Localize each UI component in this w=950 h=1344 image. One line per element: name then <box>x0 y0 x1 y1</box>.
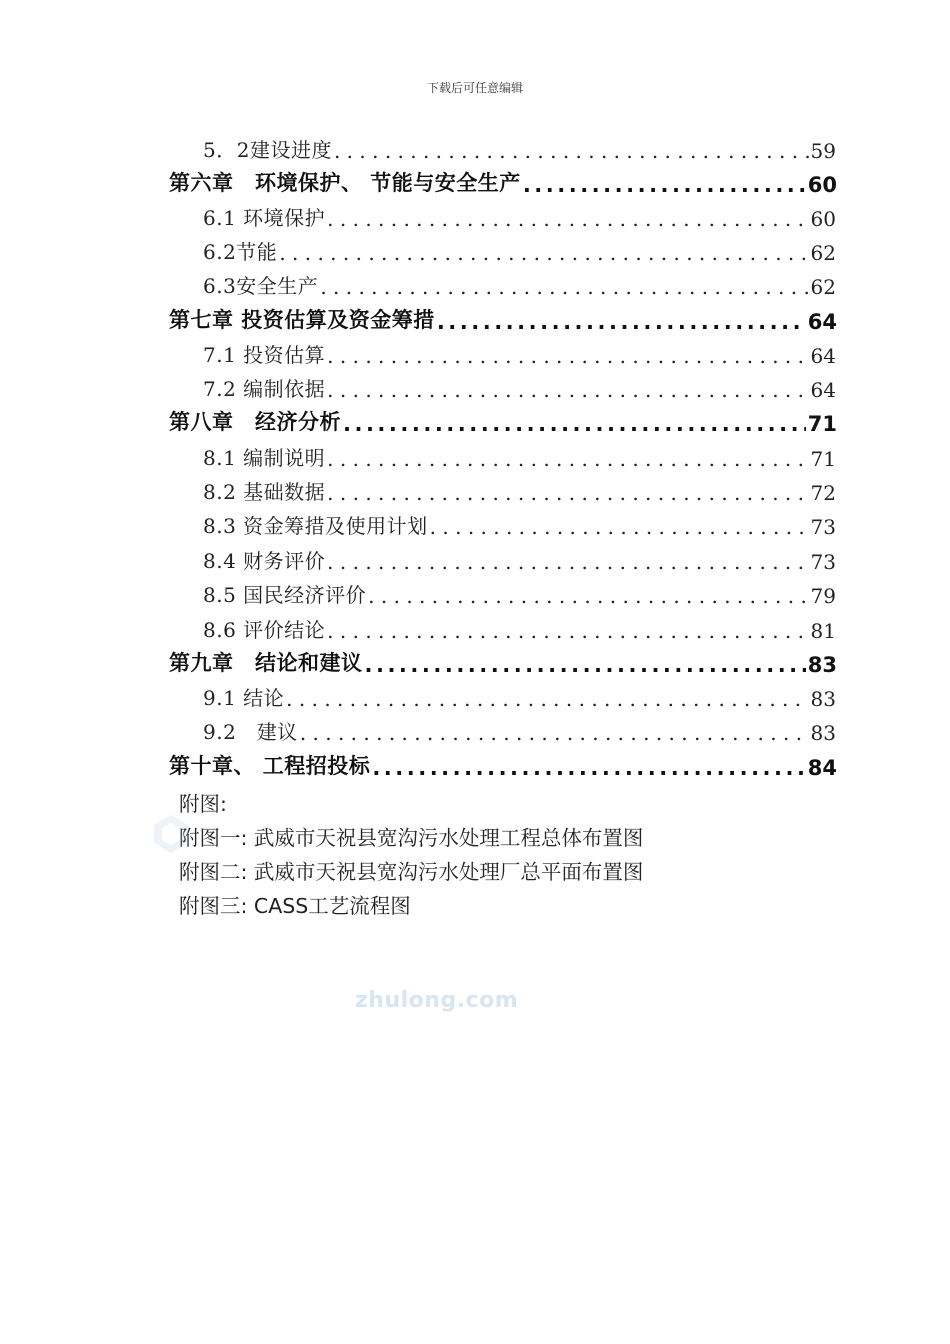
toc-entry-page: 83 <box>810 687 836 711</box>
toc-leader-dots <box>327 621 808 643</box>
toc-leader-dots <box>372 758 805 780</box>
toc-entry[interactable] <box>203 231 836 265</box>
toc-entry-title: 9.1 结论 <box>203 686 285 710</box>
toc-entry[interactable] <box>203 677 836 711</box>
toc-chapter-title: 第八章 经济分析 <box>169 410 341 434</box>
toc-leader-dots <box>368 586 808 608</box>
toc-leader-dots <box>365 655 806 677</box>
toc-leader-dots <box>320 277 808 299</box>
toc-entry-title: 8.4 财务评价 <box>203 549 326 573</box>
toc-entry[interactable] <box>203 574 836 608</box>
toc-leader-dots <box>327 346 808 368</box>
toc-entry[interactable] <box>203 437 836 471</box>
appendix-item[interactable]: 附图二: 武威市天祝县宽沟污水处理厂总平面布置图 <box>179 860 644 884</box>
toc-entry-title: 5．2建设进度 <box>203 138 332 162</box>
toc-entry-page: 62 <box>810 275 836 299</box>
toc-entry-page: 72 <box>810 481 836 505</box>
toc-leader-dots <box>300 723 809 745</box>
toc-entry[interactable] <box>203 265 836 299</box>
page-header: 下载后可任意编辑 <box>426 81 523 95</box>
toc-entry-title: 6.3安全生产 <box>203 274 319 298</box>
toc-leader-dots <box>343 414 806 436</box>
toc-leader-dots <box>286 689 808 711</box>
toc-entry-title: 7.2 编制依据 <box>203 377 326 401</box>
appendix-item[interactable]: 附图三: CASS工艺流程图 <box>179 894 411 918</box>
toc-entry[interactable] <box>203 505 836 539</box>
toc-entry[interactable] <box>203 334 836 368</box>
toc-entry-title: 8.1 编制说明 <box>203 446 326 470</box>
toc-chapter-page: 71 <box>807 412 837 436</box>
toc-entry-page: 73 <box>810 550 836 574</box>
toc-leader-dots <box>327 552 808 574</box>
toc-entry-page: 79 <box>810 584 836 608</box>
toc-chapter-page: 84 <box>807 756 837 780</box>
toc-entry-page: 71 <box>810 447 836 471</box>
toc-entry-page: 62 <box>810 241 836 265</box>
toc-entry-title: 8.6 评价结论 <box>203 618 326 642</box>
toc-entry[interactable] <box>203 711 836 745</box>
toc-chapter[interactable] <box>169 402 837 436</box>
toc-entry[interactable] <box>203 368 836 402</box>
toc-entry-title: 6.2节能 <box>203 240 278 264</box>
toc-entry-title: 6.1 环境保护 <box>203 206 326 230</box>
toc-chapter-title: 第十章、 工程招投标 <box>169 754 371 778</box>
watermark-logo-icon <box>150 813 192 855</box>
toc-leader-dots <box>327 483 808 505</box>
toc-entry-page: 60 <box>810 207 836 231</box>
toc-leader-dots <box>334 141 809 163</box>
toc-entry-page: 59 <box>810 139 836 163</box>
toc-entry-page: 64 <box>810 378 836 402</box>
toc-entry-title: 8.3 资金筹措及使用计划 <box>203 514 428 538</box>
toc-leader-dots <box>437 312 806 334</box>
toc-leader-dots <box>327 209 808 231</box>
toc-entry-title: 8.2 基础数据 <box>203 480 326 504</box>
toc-chapter[interactable] <box>169 643 837 677</box>
toc-chapter-page: 83 <box>807 653 837 677</box>
toc-leader-dots <box>523 175 806 197</box>
toc-chapter-title: 第六章 环境保护、 节能与安全生产 <box>169 171 521 195</box>
toc-chapter-page: 60 <box>807 173 837 197</box>
toc-entry-page: 73 <box>810 515 836 539</box>
toc-entry[interactable] <box>203 471 836 505</box>
toc-chapter[interactable] <box>169 746 837 780</box>
toc-chapter-title: 第九章 结论和建议 <box>169 651 363 675</box>
toc-entry-page: 83 <box>810 721 836 745</box>
toc-chapter-title: 第七章 投资估算及资金筹措 <box>169 308 435 332</box>
toc-chapter-page: 64 <box>807 310 837 334</box>
toc-entry-page: 64 <box>810 344 836 368</box>
toc-leader-dots <box>327 380 808 402</box>
toc-leader-dots <box>279 243 808 265</box>
toc-entry-title: 7.1 投资估算 <box>203 343 326 367</box>
toc-leader-dots <box>430 517 809 539</box>
appendix-heading: 附图: <box>179 792 227 816</box>
toc-entry-title: 9.2 建议 <box>203 720 298 744</box>
watermark-text: zhulong.com <box>355 988 519 1013</box>
toc-entry[interactable] <box>203 609 836 643</box>
toc-entry-page: 81 <box>810 619 836 643</box>
toc-chapter[interactable] <box>169 300 837 334</box>
toc-entry[interactable] <box>203 197 836 231</box>
toc-chapter[interactable] <box>169 163 837 197</box>
toc-entry-title: 8.5 国民经济评价 <box>203 583 367 607</box>
appendix-item[interactable]: 附图一: 武威市天祝县宽沟污水处理工程总体布置图 <box>179 826 644 850</box>
toc-entry[interactable] <box>203 129 836 163</box>
toc-leader-dots <box>327 449 808 471</box>
toc-entry[interactable] <box>203 540 836 574</box>
